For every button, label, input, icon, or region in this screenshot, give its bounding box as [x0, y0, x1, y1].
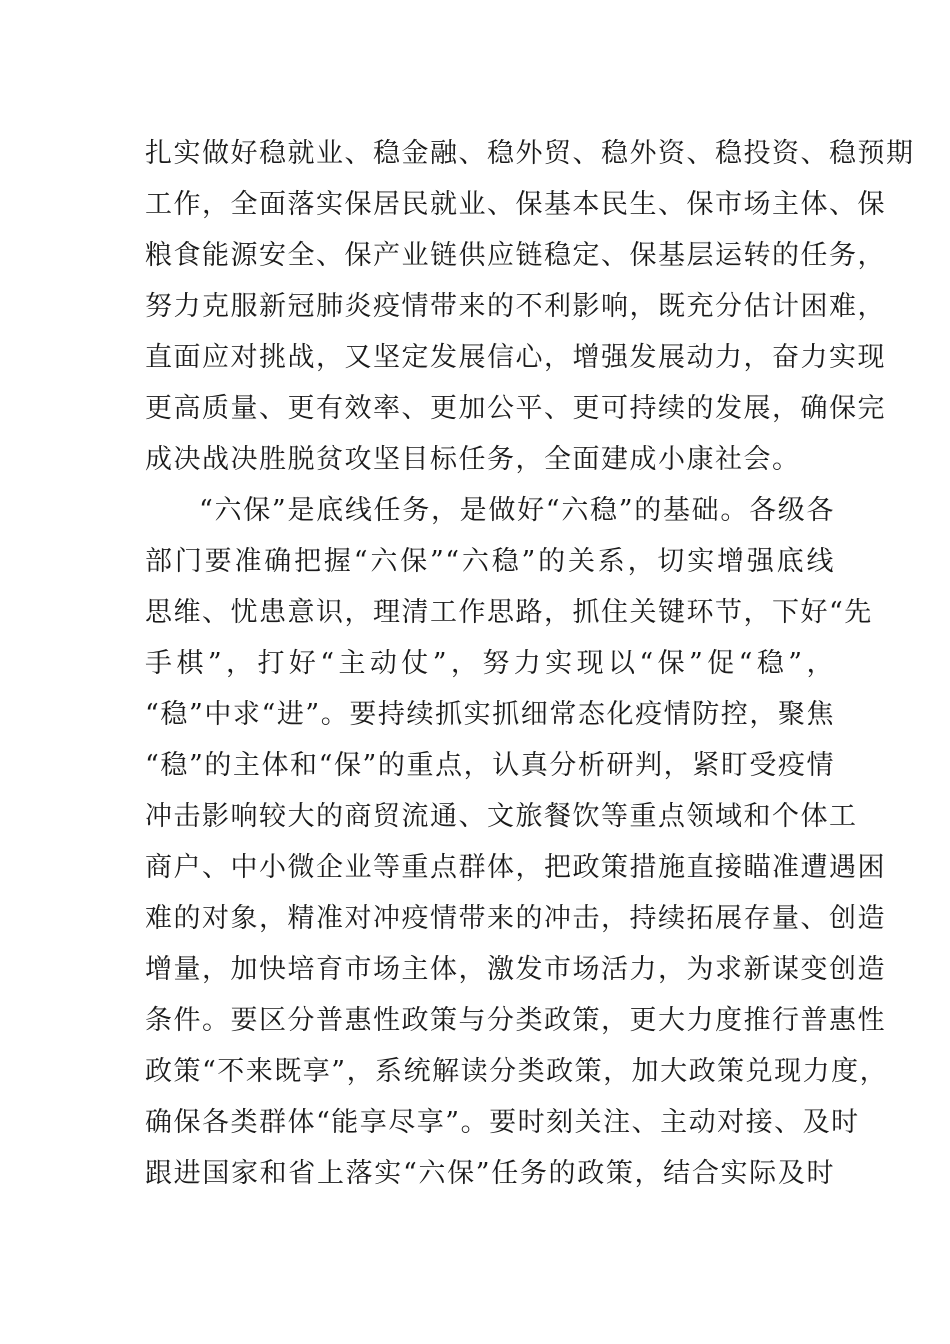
text-line: “稳”中求“进”。要持续抓实抓细常态化疫情防控，聚焦 — [145, 699, 835, 730]
text-line: 更高质量、更有效率、更加公平、更可持续的发展，确保完 — [145, 393, 886, 424]
text-line: 扎实做好稳就业、稳金融、稳外贸、稳外资、稳投资、稳预期 — [145, 138, 915, 169]
text-line: 确保各类群体“能享尽享”。要时刻关注、主动对接、及时 — [145, 1107, 860, 1138]
text-line: 努力克服新冠肺炎疫情带来的不利影响，既充分估计困难， — [145, 291, 886, 322]
text-line: 粮食能源安全、保产业链供应链稳定、保基层运转的任务， — [145, 240, 886, 271]
text-line: 条件。要区分普惠性政策与分类政策，更大力度推行普惠性 — [145, 1005, 886, 1036]
text-line: 直面应对挑战，又坚定发展信心，增强发展动力，奋力实现 — [145, 342, 886, 373]
body-text — [145, 128, 915, 1199]
text-line: 政策“不来既享”，系统解读分类政策，加大政策兑现力度， — [145, 1056, 889, 1087]
paragraph-1 — [145, 128, 915, 485]
text-line: 手棋”，打好“主动仗”，努力实现以“保”促“稳”， — [145, 648, 835, 679]
text-line: 冲击影响较大的商贸流通、文旅餐饮等重点领域和个体工 — [145, 801, 858, 832]
text-line: 思维、忧患意识，理清工作思路，抓住关键环节，下好“先 — [145, 597, 873, 628]
text-line: “六保”是底线任务，是做好“六稳”的基础。各级各 — [199, 495, 835, 526]
text-line: 增量，加快培育市场主体，激发市场活力，为求新谋变创造 — [145, 954, 886, 985]
text-line: 商户、中小微企业等重点群体，把政策措施直接瞄准遭遇困 — [145, 852, 886, 883]
text-line: 部门要准确把握“六保”“六稳”的关系，切实增强底线 — [145, 546, 835, 577]
text-line: “稳”的主体和“保”的重点，认真分析研判，紧盯受疫情 — [145, 750, 835, 781]
text-line: 成决战决胜脱贫攻坚目标任务，全面建成小康社会。 — [145, 444, 801, 475]
text-line: 难的对象，精准对冲疫情带来的冲击，持续拓展存量、创造 — [145, 903, 886, 934]
paragraph-2 — [145, 485, 889, 1199]
text-line: 工作，全面落实保居民就业、保基本民生、保市场主体、保 — [145, 189, 886, 220]
text-line: 跟进国家和省上落实“六保”任务的政策，结合实际及时 — [145, 1158, 835, 1189]
